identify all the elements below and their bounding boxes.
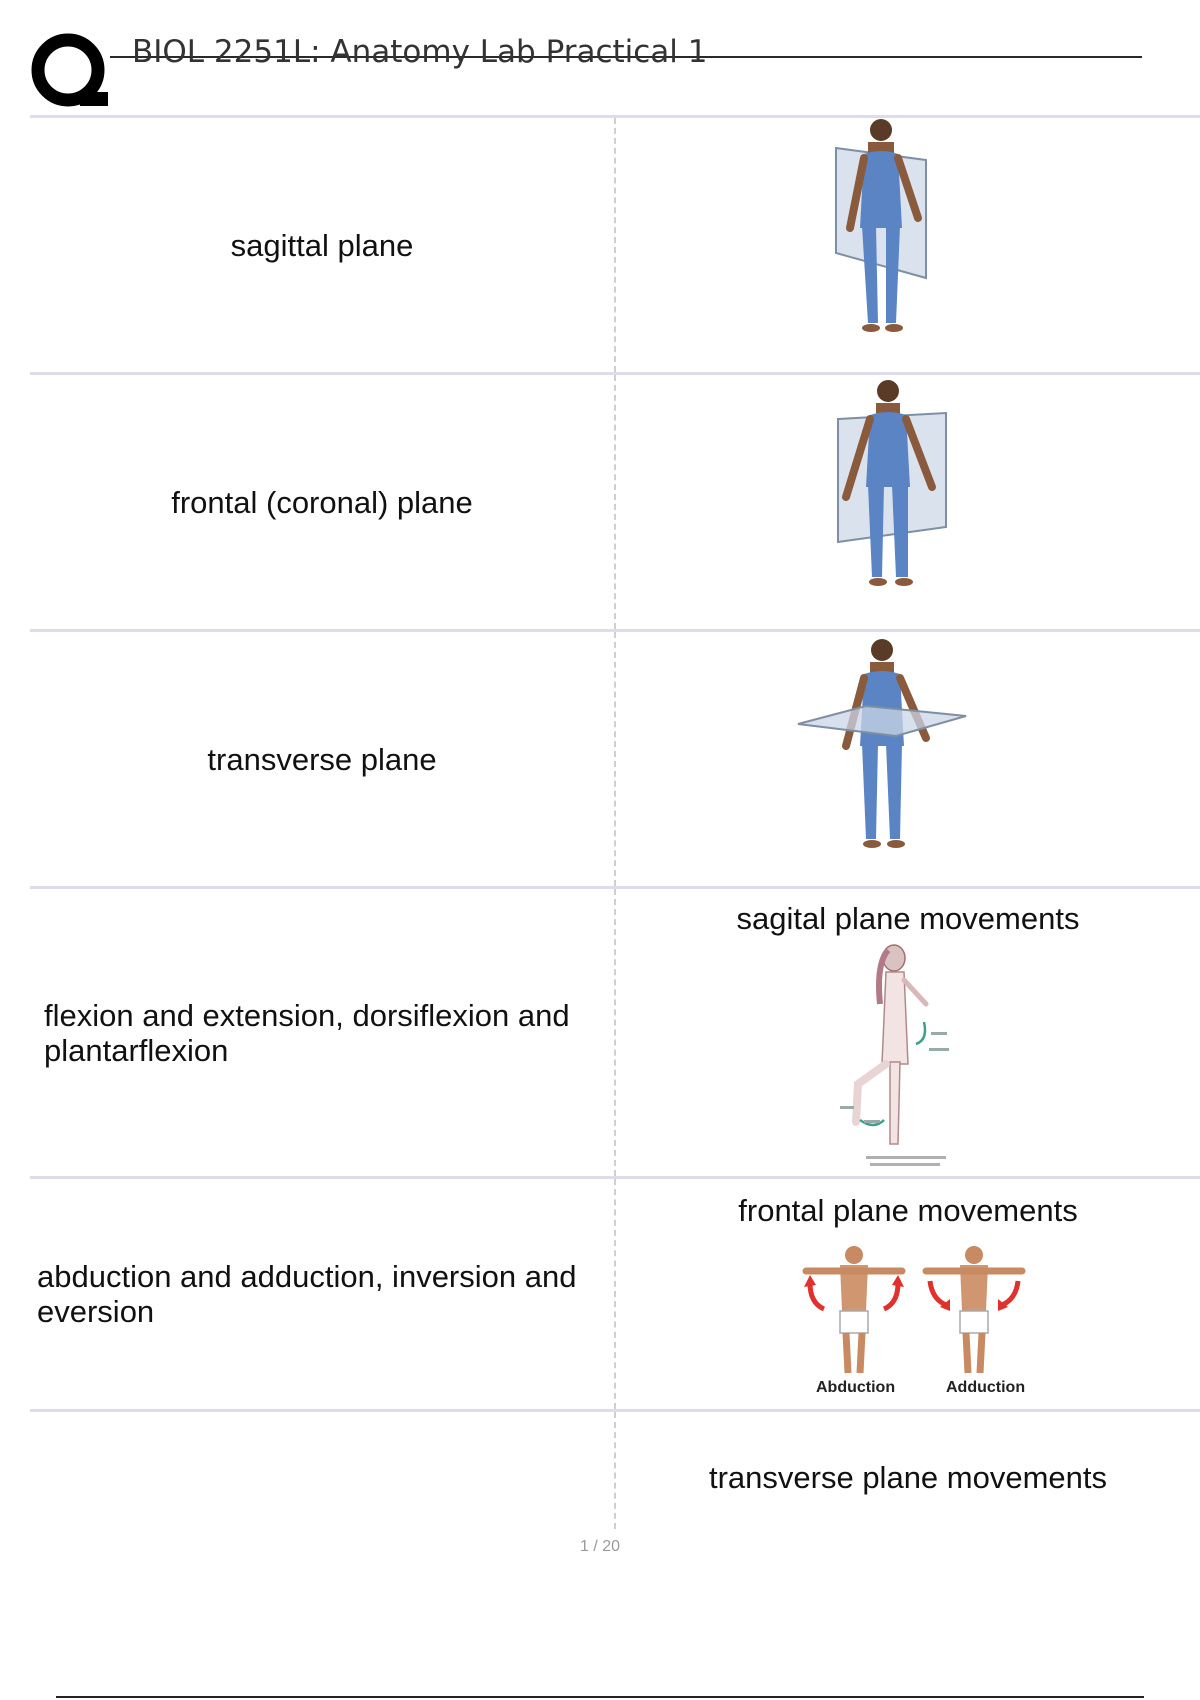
table-row xyxy=(30,1409,1200,1529)
table-row xyxy=(30,629,1200,886)
definition-cell xyxy=(616,889,1200,1176)
term-text: frontal (coronal) plane xyxy=(171,484,473,520)
frontal-plane-figure xyxy=(816,377,966,597)
page-header xyxy=(0,0,1200,118)
term-cell xyxy=(30,889,614,1176)
table-row xyxy=(30,372,1200,629)
table-row xyxy=(30,886,1200,1176)
document-title: BIOL 2251L: Anatomy Lab Practical 1 xyxy=(132,34,708,70)
term-text: transverse plane xyxy=(207,741,437,777)
definition-cell xyxy=(616,375,1200,629)
term-cell xyxy=(30,1412,614,1529)
abduction-adduction-figure xyxy=(796,1241,1046,1381)
term-text: abduction and adduction, inversion and eversion xyxy=(37,1259,577,1329)
transverse-plane-figure xyxy=(796,634,986,856)
figure-caption: sagital plane movements xyxy=(736,901,1080,936)
q-logo-icon xyxy=(30,32,112,114)
table-row xyxy=(30,1176,1200,1409)
table-row xyxy=(30,115,1200,372)
term-cell xyxy=(30,632,614,886)
term-text: flexion and extension, dorsiflexion and plantarflexion xyxy=(44,997,570,1068)
figure-caption: frontal plane movements xyxy=(738,1193,1078,1228)
page-number: 1 / 20 xyxy=(579,1538,621,1555)
flexion-extension-figure xyxy=(836,944,976,1172)
figure-label-adduction: Adduction xyxy=(946,1379,1026,1396)
definition-cell xyxy=(616,118,1200,372)
figure-label-abduction: Abduction xyxy=(816,1379,896,1396)
definition-cell xyxy=(616,632,1200,886)
definition-cell xyxy=(616,1179,1200,1409)
term-text: sagittal plane xyxy=(230,227,414,263)
figure-caption: transverse plane movements xyxy=(708,1460,1108,1495)
term-cell xyxy=(30,118,614,372)
sagittal-plane-figure xyxy=(816,118,956,338)
definition-cell xyxy=(616,1412,1200,1529)
term-cell xyxy=(30,1179,614,1409)
flashcard-table xyxy=(30,115,1200,1529)
term-cell xyxy=(30,375,614,629)
footer-rule xyxy=(56,1696,1144,1698)
